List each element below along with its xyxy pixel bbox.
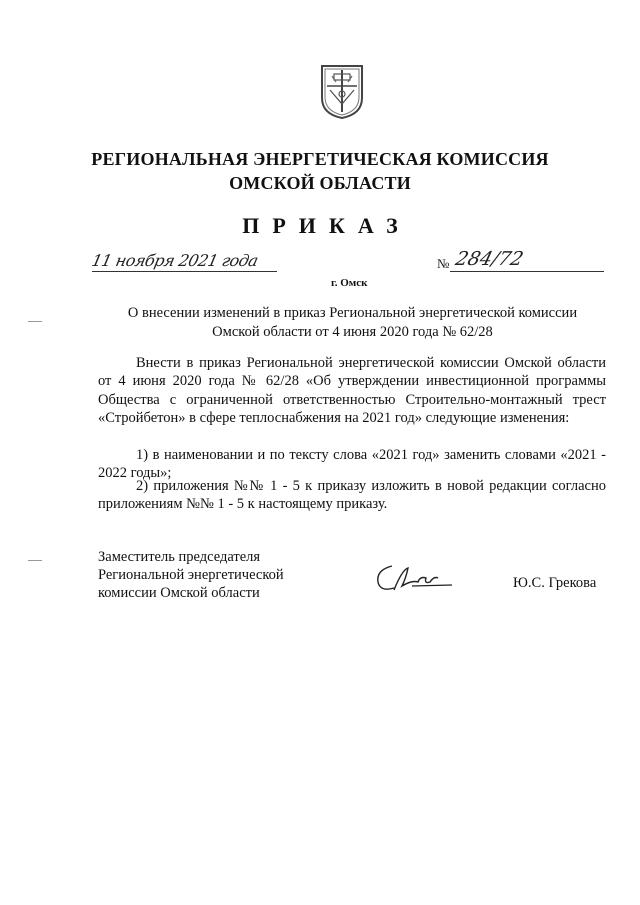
margin-mark [28, 321, 42, 322]
city-label: г. Омск [331, 277, 368, 289]
handwritten-signature [372, 560, 454, 596]
handwritten-date: 11 ноября 2021 года [89, 251, 260, 270]
order-intro-paragraph: Внести в приказ Региональной энергетической комиссии Омской области от 4 июня 2020 года № 62/28 «Об утверждении инвестиционной программы Общества с ограниченной ответственностью Строительно-монтажный трест «Стройбетон» в сфере теплоснабжения на 2021 год» следующие изменения: [98, 355, 606, 426]
document-title: ПРИКАЗ [242, 213, 411, 238]
number-underline [450, 271, 604, 272]
subject-line2: Омской области от 4 июня 2020 года № 62/28 [212, 324, 493, 340]
subject-line1: О внесении изменений в приказ Региональной энергетической комиссии [127, 305, 578, 321]
handwritten-number: 284/72 [453, 248, 526, 270]
agency-name-line2: ОМСКОЙ ОБЛАСТИ [229, 173, 411, 193]
agency-name-line1: РЕГИОНАЛЬНАЯ ЭНЕРГЕТИЧЕСКАЯ КОМИССИЯ [91, 149, 549, 169]
number-label: № [437, 256, 450, 271]
order-item-1: 1) в наименовании и по тексту слова «2021 год» заменить словами «2021 - 2022 годы»; [98, 447, 606, 482]
signer-name: Ю.С. Грекова [513, 575, 597, 591]
order-item-2: 2) приложения №№ 1 - 5 к приказу изложить в новой редакции согласно приложениям №№ 1 - 5 к настоящему приказу. [98, 478, 606, 513]
signer-position-line2: Региональной энергетической [98, 567, 284, 583]
signer-position-line1: Заместитель председателя [98, 549, 261, 565]
coat-of-arms-emblem [320, 64, 364, 120]
date-underline [92, 271, 277, 272]
margin-mark [28, 560, 42, 561]
signer-position-line3: комиссии Омской области [98, 585, 260, 601]
